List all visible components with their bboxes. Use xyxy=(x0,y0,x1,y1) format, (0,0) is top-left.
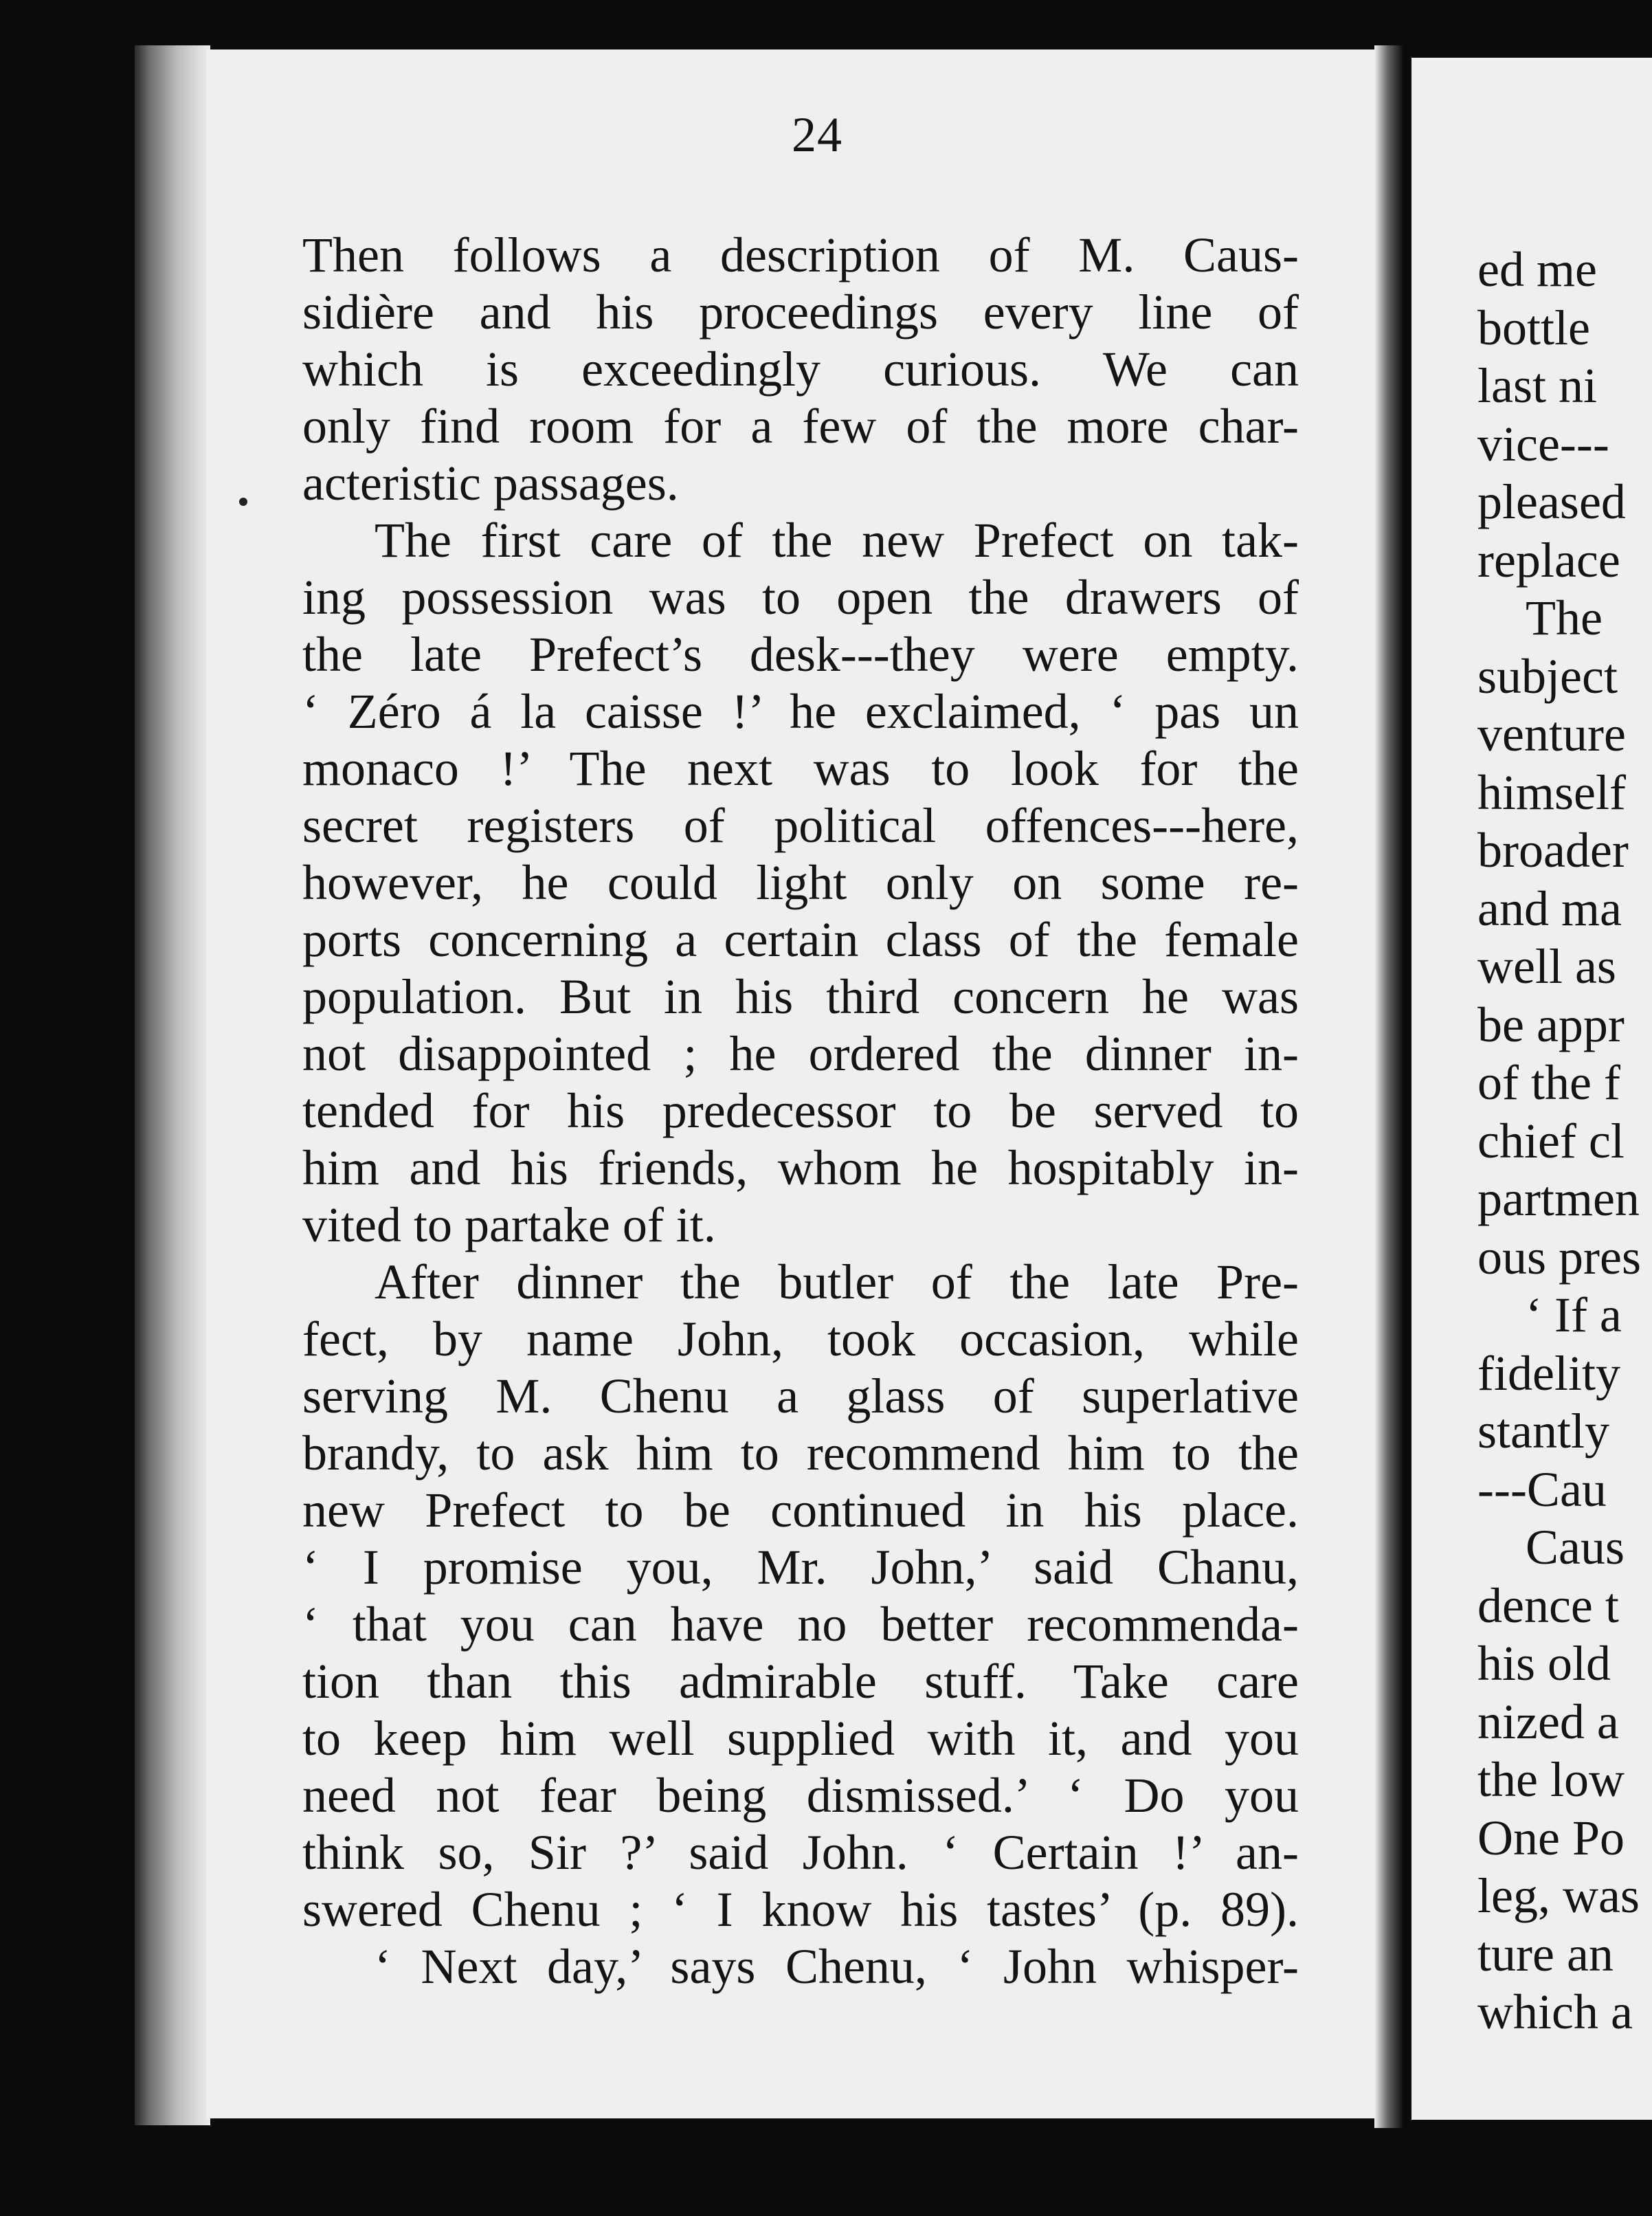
text-line: ‘ Next day,’ says Chenu, ‘ John whisper- xyxy=(375,1939,1299,1994)
book-spine-shadow xyxy=(135,45,210,2125)
text-line: last ni xyxy=(1477,358,1597,413)
text-line: ‘ Zéro á la caisse !’ he exclaimed, ‘ pas un xyxy=(302,684,1299,739)
page-gutter xyxy=(1374,45,1403,2128)
left-page-text xyxy=(302,227,1299,1995)
text-line: chief cl xyxy=(1477,1113,1625,1168)
text-line: replace xyxy=(1477,532,1620,588)
text-line: and ma xyxy=(1477,880,1622,936)
text-line: his old xyxy=(1477,1636,1611,1691)
text-line: him and his friends, whom he hospitably in- xyxy=(302,1140,1299,1195)
text-line: tended for his predecessor to be served to xyxy=(302,1083,1299,1138)
text-line: ‘ I promise you, Mr. John,’ said Chanu, xyxy=(302,1540,1299,1595)
text-line: to keep him well supplied with it, and you xyxy=(302,1711,1299,1766)
text-line: Then follows a description of M. Caus- xyxy=(302,228,1299,282)
ink-speck xyxy=(239,498,247,506)
text-line: subject xyxy=(1477,648,1618,704)
text-line: only find room for a few of the more char- xyxy=(302,399,1299,454)
text-line: acteristic passages. xyxy=(302,456,679,511)
text-line: ports concerning a certain class of the female xyxy=(302,912,1299,967)
text-line: pleased xyxy=(1477,474,1626,529)
text-line: need not fear being dismissed.’ ‘ Do you xyxy=(302,1768,1299,1823)
text-line: brandy, to ask him to recommend him to the xyxy=(302,1426,1299,1481)
text-line: stantly xyxy=(1477,1404,1609,1459)
text-line: secret registers of political offences---here, xyxy=(302,798,1299,853)
text-line: ed me xyxy=(1477,242,1597,297)
page-number: 24 xyxy=(792,107,842,162)
text-line: bottle xyxy=(1477,300,1590,355)
text-line: himself xyxy=(1477,764,1626,820)
text-line: nized a xyxy=(1477,1694,1619,1749)
text-line: The first care of the new Prefect on tak- xyxy=(375,513,1299,568)
text-line: ous pres xyxy=(1477,1229,1641,1285)
text-line: ---Cau xyxy=(1477,1461,1607,1517)
text-line: well as xyxy=(1477,939,1616,994)
text-line: leg, was xyxy=(1477,1868,1640,1923)
text-line: the low xyxy=(1477,1752,1625,1807)
text-line: ture an xyxy=(1477,1926,1614,1982)
text-line: think so, Sir ?’ said John. ‘ Certain !’ an- xyxy=(302,1825,1299,1880)
text-line: One Po xyxy=(1477,1810,1625,1865)
text-line: ‘ If a xyxy=(1526,1287,1622,1342)
text-line: swered Chenu ; ‘ I know his tastes’ (p. 89). xyxy=(302,1882,1299,1937)
text-line: population. But in his third concern he was xyxy=(302,969,1299,1024)
text-line: partmen xyxy=(1477,1171,1640,1226)
text-line: fidelity xyxy=(1477,1345,1620,1401)
text-line: dence t xyxy=(1477,1577,1619,1633)
text-line: which is exceedingly curious. We can xyxy=(302,342,1299,397)
text-line: fect, by name John, took occasion, while xyxy=(302,1311,1299,1366)
text-line: not disappointed ; he ordered the dinner in- xyxy=(302,1026,1299,1081)
text-line: sidière and his proceedings every line of xyxy=(302,285,1299,340)
text-line: After dinner the butler of the late Pre- xyxy=(375,1254,1299,1309)
text-line: ‘ that you can have no better recommenda- xyxy=(302,1597,1299,1652)
text-line: broader xyxy=(1477,823,1629,878)
text-line: vice--- xyxy=(1477,416,1609,472)
text-line: of the f xyxy=(1477,1055,1620,1110)
text-line: venture xyxy=(1477,707,1626,762)
text-line: be appr xyxy=(1477,997,1625,1052)
text-line: tion than this admirable stuff. Take care xyxy=(302,1654,1299,1709)
text-line: ing possession was to open the drawers of xyxy=(302,570,1299,625)
text-line: however, he could light only on some re- xyxy=(302,855,1299,910)
text-line: Caus xyxy=(1526,1520,1625,1575)
text-line: The xyxy=(1526,590,1603,645)
text-line: vited to partake of it. xyxy=(302,1197,716,1252)
text-line: new Prefect to be continued in his place. xyxy=(302,1483,1299,1538)
text-line: monaco !’ The next was to look for the xyxy=(302,741,1299,796)
right-page-text xyxy=(1477,241,1641,2041)
text-line: serving M. Chenu a glass of superlative xyxy=(302,1369,1299,1423)
text-line: the late Prefect’s desk---they were empty. xyxy=(302,627,1299,682)
text-line: which a xyxy=(1477,1984,1633,2039)
